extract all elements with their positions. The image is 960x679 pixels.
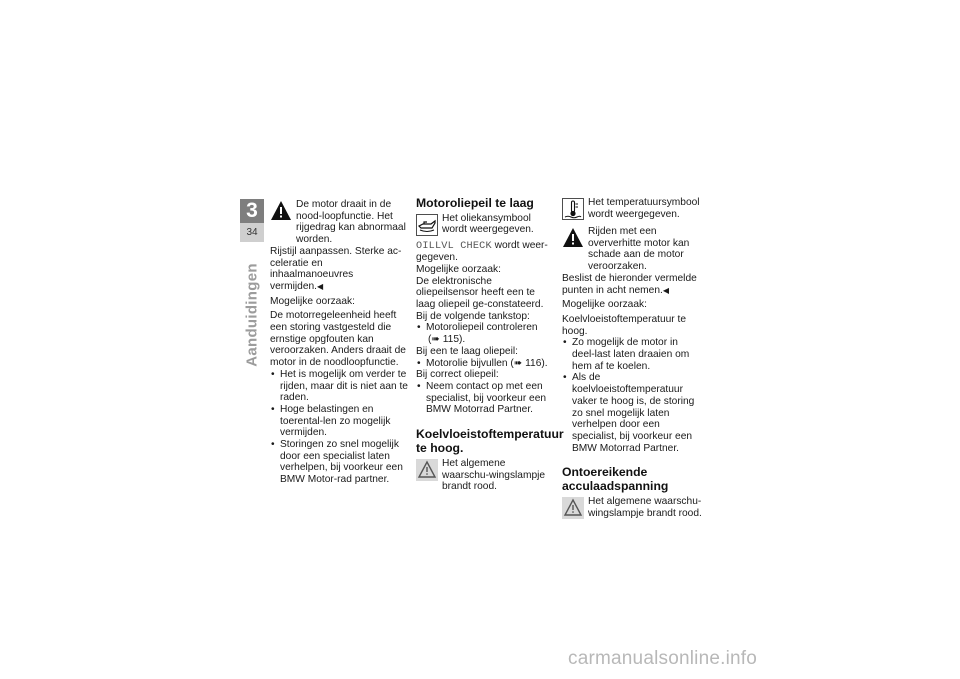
- oil-icon-text: Het oliekansymbool wordt weergegeven.: [442, 212, 534, 236]
- oil-can-icon: [416, 214, 438, 236]
- temperature-indicator-block: [562, 197, 702, 221]
- warning-triangle-icon: [562, 227, 584, 249]
- warning-triangle-icon: [270, 200, 292, 222]
- cause-text: Koelvloeistoftemperatuur te hoog.: [562, 313, 687, 337]
- end-mark-icon: ◀: [317, 281, 324, 291]
- oil-indicator-block: [416, 213, 550, 237]
- list-item: • Motoroliepeil controleren (➠ 115).: [416, 322, 550, 345]
- general-warning-light-icon: [562, 497, 584, 519]
- list-item: • Motorolie bijvullen (➠ 116).: [416, 358, 550, 370]
- list-item: • Als de koelvloeistoftemperatuur vaker te hoog is, de storing zo snel mogelijk laten verhelpen door een specialist, bij voorkeur een BMW Motorrad Partner.: [562, 372, 702, 454]
- general-warning-text: Het algemene waarschu-wingslampje brandt rood.: [442, 458, 546, 493]
- bullet-list: [416, 322, 550, 345]
- temperature-icon-text: Het temperatuursymbool wordt weergegeven.: [588, 197, 700, 220]
- bullet-list: [416, 381, 550, 416]
- bullet-list: [416, 358, 550, 370]
- advice-text: Rijstijl aanpassen. Sterke ac-celeratie en inhaalmanoeuvres vermijden.: [270, 245, 402, 292]
- bullet-list: [270, 369, 408, 486]
- page-reference: (➠ 115).: [428, 334, 466, 346]
- column-1: [270, 199, 408, 486]
- chapter-label: [240, 263, 264, 367]
- display-suffix: wordt weer-gegeven.: [416, 239, 548, 264]
- correct-oil-label: Bij correct oliepeil:: [416, 369, 499, 381]
- advice-text: Beslist de hieronder vermelde punten in acht nemen.: [562, 272, 697, 296]
- list-item: • Storingen zo snel mogelijk door een specialist laten verhelpen, bij voorkeur een BMW Motor-rad partner.: [270, 439, 408, 486]
- column-3: [562, 197, 702, 520]
- end-mark-icon: ◀: [662, 285, 669, 295]
- warning-text: De motor draait in de nood-loopfunctie. Het rijgedrag kan abnormaal worden.: [296, 199, 406, 246]
- warning-block: [562, 226, 702, 273]
- chapter-label-text: Aanduidingen: [243, 263, 261, 367]
- list-item: • Neem contact op met een specialist, bij voorkeur een BMW Motorrad Partner.: [416, 381, 550, 416]
- page-number: 34: [240, 223, 264, 242]
- low-oil-label: Bij een te laag oliepeil:: [416, 345, 518, 357]
- cause-label: Mogelijke oorzaak:: [562, 299, 647, 311]
- list-item: • Het is mogelijk om verder te rijden, maar dit is niet aan te raden.: [270, 369, 408, 404]
- list-item: • Hoge belastingen en toerental-len zo mogelijk vermijden.: [270, 404, 408, 439]
- cause-text: De elektronische oliepeilsensor heeft een te laag oliepeil ge-constateerd. Bij de volgende tankstop:: [416, 275, 544, 322]
- list-item: • Zo mogelijk de motor in deel-last laten draaien om hem af te koelen.: [562, 337, 702, 372]
- display-code: OILLVL CHECK: [416, 240, 492, 252]
- cause-label: Mogelijke oorzaak:: [270, 295, 355, 307]
- general-warning-block: [416, 458, 550, 493]
- section-heading-coolant: Koelvloeistoftemperatuur te hoog.: [416, 427, 564, 455]
- general-warning-light-icon: [416, 459, 438, 481]
- section-heading-oil: Motoroliepeil te laag: [416, 196, 534, 210]
- temperature-icon: [562, 198, 584, 220]
- cause-text: De motorregeleenheid heeft een storing vastgesteld die ernstige opgfouten kan veroorzaken. Anders draait de motor in de noodloopfunctie.: [270, 310, 406, 369]
- watermark: carmanualsonline.info: [568, 648, 758, 669]
- chapter-tab: [240, 199, 264, 242]
- warning-text: Rijden met een oververhitte motor kan schade aan de motor veroorzaken.: [588, 226, 690, 273]
- chapter-number: 3: [240, 199, 264, 223]
- general-warning-block: [562, 496, 702, 520]
- bullet-list: [562, 337, 702, 454]
- cause-label: Mogelijke oorzaak:: [416, 263, 501, 275]
- general-warning-text: Het algemene waarschu-wingslampje brandt rood.: [588, 496, 702, 520]
- warning-block: [270, 199, 408, 246]
- section-heading-battery: Ontoereikende acculaadspanning: [562, 465, 669, 493]
- column-2: [416, 196, 564, 493]
